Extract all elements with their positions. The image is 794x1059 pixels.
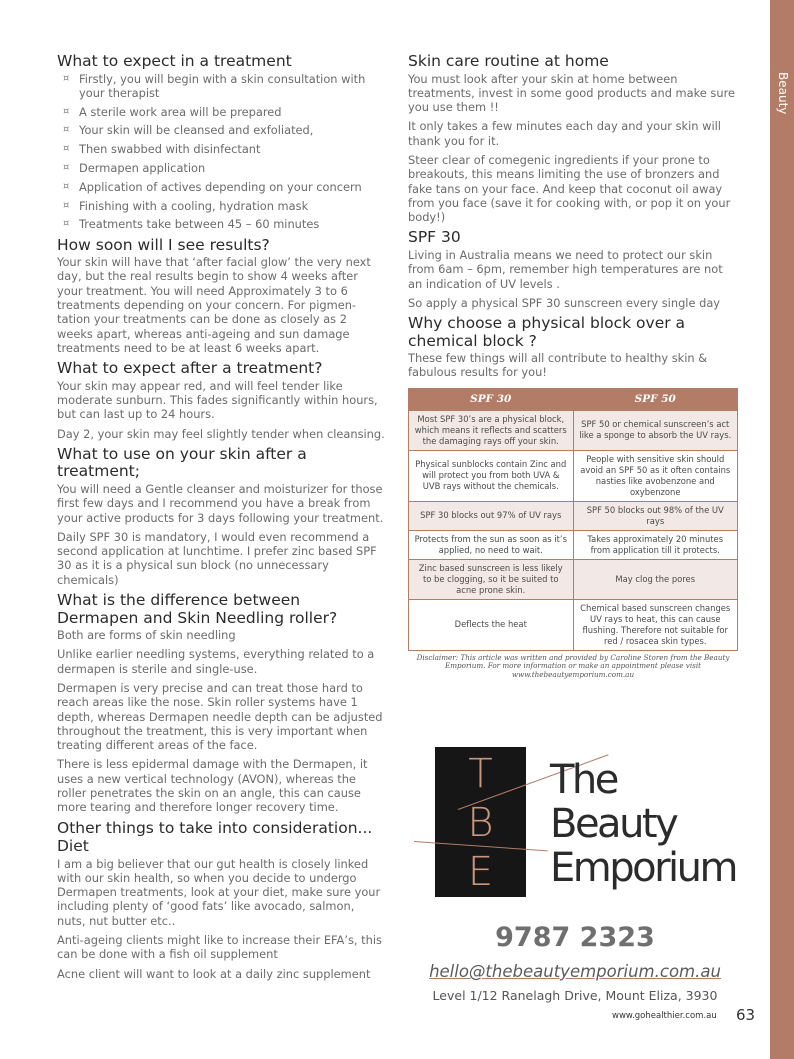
difference-text-2: Unlike earlier needling systems, everything related to a dermapen is sterile and single-use. <box>57 647 375 676</box>
other-text-3: Acne client will want to look at a daily zinc supplement <box>57 966 371 981</box>
section-label: Beauty <box>776 72 790 115</box>
table-row <box>409 530 738 559</box>
table-row <box>409 559 738 599</box>
results-text: Your skin will have that ‘after facial glow’ the very next day, but the real results begin to show 4 weeks after your treatment. You will need Approximately 3 to 6 treatments depending on your concern. For pigmen- tation your treatments can be done as closely as 2 weeks apart, whereas anti-ageing and sun damage treatments need to be at least 6 weeks apart. <box>57 255 371 355</box>
logo-letter-t: T <box>468 751 493 797</box>
column-header-spf30: SPF 30 <box>409 388 574 410</box>
difference-text-3: Dermapen is very precise and can treat those hard to reach areas like the nose. Skin roller systems have 1 depth, whereas Dermapen needle depth can be adjusted throughout the treatment, this is very important when treating different areas of the face. <box>57 680 383 753</box>
table-cell: Takes approximately 20 minutes from application till it protects. <box>573 530 738 559</box>
list-item: ¤ Your skin will be cleansed and exfoliated, <box>63 123 314 138</box>
bullet-icon: ¤ <box>63 218 70 230</box>
spf-section <box>408 229 738 310</box>
bullet-icon: ¤ <box>63 143 70 155</box>
bullet-icon: ¤ <box>63 180 70 192</box>
logo-monogram-box <box>435 747 526 897</box>
spf-text-1: Living in Australia means we need to protect our skin from 6am – 6pm, remember high temperatures are not an indication of UV levels . <box>408 247 723 291</box>
table-cell: Most SPF 30’s are a physical block, which means it reflects and scatters the damaging rays off your skin. <box>409 410 574 450</box>
routine-text-3: Steer clear of comegenic ingredients if your prone to breakouts, this means limiting the use of bronzers and fake tans on your face. And keep that coconut oil away from you face (save it for cooking with, or pop it on your body!) <box>408 152 731 225</box>
bullet-icon: ¤ <box>63 124 70 136</box>
table-cell: Deflects the heat <box>409 599 574 650</box>
beauty-emporium-logo <box>414 747 736 897</box>
table-header-row <box>409 388 738 410</box>
list-item: ¤ Finishing with a cooling, hydration mask <box>63 198 309 213</box>
table-cell: SPF 50 blocks out 98% of the UV rays <box>573 501 738 530</box>
table-cell: Chemical based sunscreen changes UV rays to heat, this can cause flushing. Therefore not suitable for red / rosacea skin types. <box>573 599 738 650</box>
other-section <box>57 820 385 981</box>
list-item: ¤ Then swabbed with disinfectant <box>63 142 261 157</box>
table-row <box>409 450 738 501</box>
table-cell: May clog the pores <box>573 559 738 599</box>
list-item: ¤ Treatments take between 45 – 60 minutes <box>63 217 320 232</box>
why-section <box>408 315 738 380</box>
after-text-1: Your skin may appear red, and will feel tender like moderate sunburn. This fades significantly within hours, but can last up to 24 hours. <box>57 378 378 422</box>
bullet-icon: ¤ <box>63 161 70 173</box>
routine-heading: Skin care routine at home <box>408 52 609 70</box>
logo-word-emporium: Emporium <box>550 845 736 891</box>
difference-heading <box>57 592 385 627</box>
table-cell: Protects from the sun as soon as it’s applied, no need to wait. <box>409 530 574 559</box>
logo-letter-e: E <box>467 849 494 895</box>
table-cell: Physical sunblocks contain Zinc and will protect you from both UVA & UVB rays without the chemicals. <box>409 450 574 501</box>
results-heading: How soon will I see results? <box>57 235 270 254</box>
logo-letter-b: B <box>467 800 494 846</box>
list-item: ¤ A sterile work area will be prepared <box>63 104 282 119</box>
website-url[interactable]: www.gohealthier.com.au <box>612 1011 717 1021</box>
table-cell: SPF 50 or chemical sunscreen’s act like a sponge to absorb the UV rays. <box>573 410 738 450</box>
spf-text-2: So apply a physical SPF 30 sunscreen every single day <box>408 295 721 310</box>
difference-heading-line-2: Dermapen and Skin Needling roller? <box>57 608 338 627</box>
difference-heading-line-1: What is the difference between <box>57 591 301 610</box>
use-heading: What to use on your skin after a treatment; <box>57 444 307 481</box>
left-column <box>57 53 385 986</box>
expect-section <box>57 53 385 232</box>
table-row <box>409 599 738 650</box>
after-section <box>57 360 385 441</box>
use-text-2: Daily SPF 30 is mandatory, I would even recommend a second application at lunchtime. I prefer zinc based SPF 30 as it is a physical sun block (no unnecessary chemicals) <box>57 529 377 587</box>
phone-number: 9787 2323 <box>495 922 655 953</box>
why-text: These few things will all contribute to healthy skin & fabulous results for you! <box>408 351 708 380</box>
results-section <box>57 237 385 356</box>
expect-heading: What to expect in a treatment <box>57 52 292 70</box>
difference-text-1: Both are forms of skin needling <box>57 628 236 643</box>
spf-heading: SPF 30 <box>408 228 461 247</box>
diet-subheading: Diet <box>57 837 89 856</box>
other-text-2: Anti-ageing clients might like to increase their EFA’s, this can be done with a fish oil supplement <box>57 933 382 962</box>
after-text-2: Day 2, your skin may feel slightly tender when cleansing. <box>57 426 385 441</box>
disclaimer: Disclaimer: This article was written and provided by Caroline Storen from the Beauty Emporium. For more information or make an appointment please visit www.thebeautyemporium.com.au <box>416 652 730 679</box>
bullet-icon: ¤ <box>63 72 70 84</box>
section-sidebar <box>770 0 794 1059</box>
table-row <box>409 501 738 530</box>
other-heading: Other things to take into consideration... <box>57 818 373 837</box>
why-heading-line-2: chemical block ? <box>408 331 537 350</box>
list-item: ¤ Firstly, you will begin with a skin consultation with your therapist <box>63 71 366 100</box>
table-cell: People with sensitive skin should avoid an SPF 50 as it often contains nasties like avobenzone and oxybenzone <box>573 450 738 501</box>
email-link[interactable]: hello@thebeautyemporium.com.au <box>429 962 721 981</box>
use-section <box>57 446 385 587</box>
table-row <box>409 410 738 450</box>
column-header-spf50: SPF 50 <box>573 388 738 410</box>
why-heading-line-1: Why choose a physical block over a <box>408 314 686 333</box>
table-cell: Zinc based sunscreen is less likely to be clogging, so it be suited to acne prone skin. <box>409 559 574 599</box>
bullet-icon: ¤ <box>63 105 70 117</box>
bullet-icon: ¤ <box>63 199 70 211</box>
other-text-1: I am a big believer that our gut health is closely linked with our skin health, so when you decide to undergo Dermapen treatments, look at your diet, make sure your including plenty of ‘good fats’ like avocado, salmon, nuts, nut butter etc.. <box>57 856 381 928</box>
list-item: ¤ Dermapen application <box>63 160 206 175</box>
expect-list <box>57 72 385 232</box>
logo-word-the: The <box>550 757 617 803</box>
page-number: 63 <box>736 1006 756 1024</box>
routine-text-2: It only takes a few minutes each day and your skin will thank you for it. <box>408 119 721 148</box>
address: Level 1/12 Ranelagh Drive, Mount Eliza, 3930 <box>432 988 718 1003</box>
why-heading <box>408 315 738 350</box>
routine-section <box>408 53 738 224</box>
difference-text-4: There is less epidermal damage with the Dermapen, it uses a new vertical technology (AVON), whereas the roller penetrates the skin on an angle, this can cause more tearing and therefore longer recovery time. <box>57 757 368 815</box>
routine-text-1: You must look after your skin at home between treatments, invest in some good products and make sure you use them !! <box>408 71 736 115</box>
spf-comparison-table <box>408 388 738 651</box>
list-item: ¤ Application of actives depending on your concern <box>63 179 362 194</box>
use-text-1: You will need a Gentle cleanser and moisturizer for those first few days and I recommend you have a break from your active products for 3 days following your treatment. <box>57 481 384 525</box>
table-cell: SPF 30 blocks out 97% of UV rays <box>409 501 574 530</box>
right-column <box>408 53 738 679</box>
logo-word-beauty: Beauty <box>550 801 677 847</box>
after-heading: What to expect after a treatment? <box>57 359 323 378</box>
difference-section <box>57 592 385 815</box>
